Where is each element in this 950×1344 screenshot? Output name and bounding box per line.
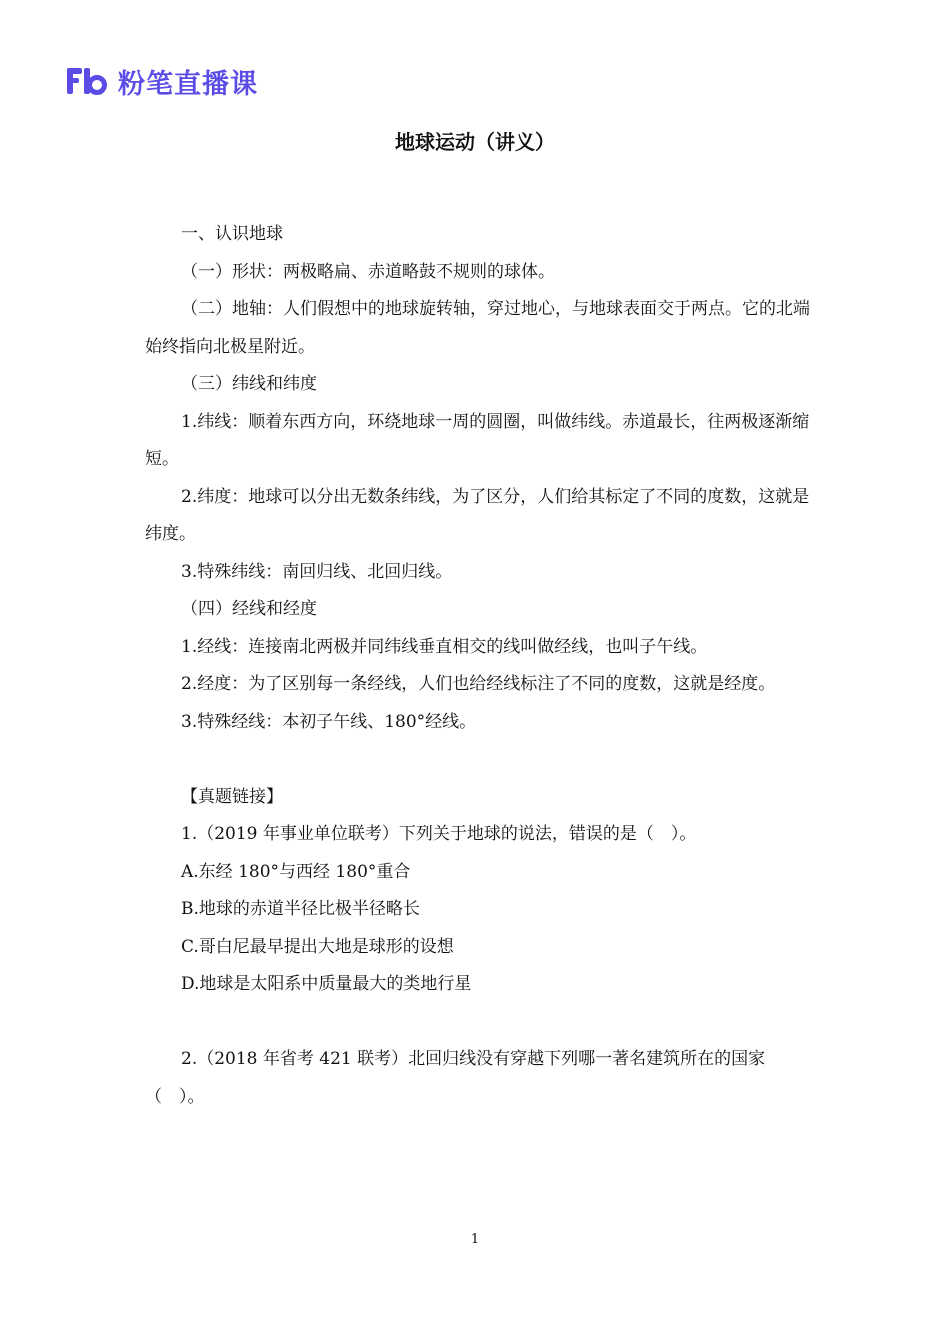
question-1-stem: 1.（2019 年事业单位联考）下列关于地球的说法，错误的是（ ）。 (181, 824, 697, 844)
question-1-option-c: C.哥白尼最早提出大地是球形的设想 (181, 936, 454, 957)
subheading-latitude: （三）纬线和纬度 (181, 374, 317, 394)
subheading-longitude: （四）经线和经度 (181, 599, 317, 619)
question-1-option-d: D.地球是太阳系中质量最大的类地行星 (181, 974, 472, 994)
paragraph-latitude-line: 1.纬线：顺着东西方向，环绕地球一周的圆圈，叫做纬线。赤道最长，往两极逐渐缩短。 (145, 411, 810, 469)
document-body (145, 216, 810, 1116)
paragraph-special-latitudes: 3.特殊纬线：南回归线、北回归线。 (181, 561, 453, 582)
question-1-option-b: B.地球的赤道半径比极半径略长 (181, 899, 420, 919)
brand-name: 粉笔直播课 (118, 68, 258, 100)
paragraph-axis: （二）地轴：人们假想中的地球旋转轴，穿过地心，与地球表面交于两点。它的北端始终指向北极星附近。 (145, 299, 810, 357)
paragraph-latitude-degree: 2.纬度：地球可以分出无数条纬线，为了区分，人们给其标定了不同的度数，这就是纬度。 (145, 486, 810, 544)
document-title: 地球运动（讲义） (395, 130, 555, 154)
page-number: 1 (470, 1232, 480, 1247)
question-1-option-a: A.东经 180°与西经 180°重合 (181, 861, 411, 882)
brand-logo (66, 64, 258, 98)
paragraph-longitude-line: 1.经线：连接南北两极并同纬线垂直相交的线叫做经线，也叫子午线。 (181, 636, 708, 657)
paragraph-special-longitudes: 3.特殊经线：本初子午线、180°经线。 (181, 711, 477, 732)
questions-heading: 【真题链接】 (181, 786, 283, 807)
question-2-stem: 2.（2018 年省考 421 联考）北回归线没有穿越下列哪一著名建筑所在的国家（ ）。 (145, 1049, 766, 1107)
section-heading: 一、认识地球 (181, 224, 283, 244)
fb-logo-icon (66, 66, 108, 96)
paragraph-shape: （一）形状：两极略扁、赤道略鼓不规则的球体。 (181, 261, 555, 282)
paragraph-longitude-degree: 2.经度：为了区别每一条经线，人们也给经线标注了不同的度数，这就是经度。 (181, 674, 776, 694)
